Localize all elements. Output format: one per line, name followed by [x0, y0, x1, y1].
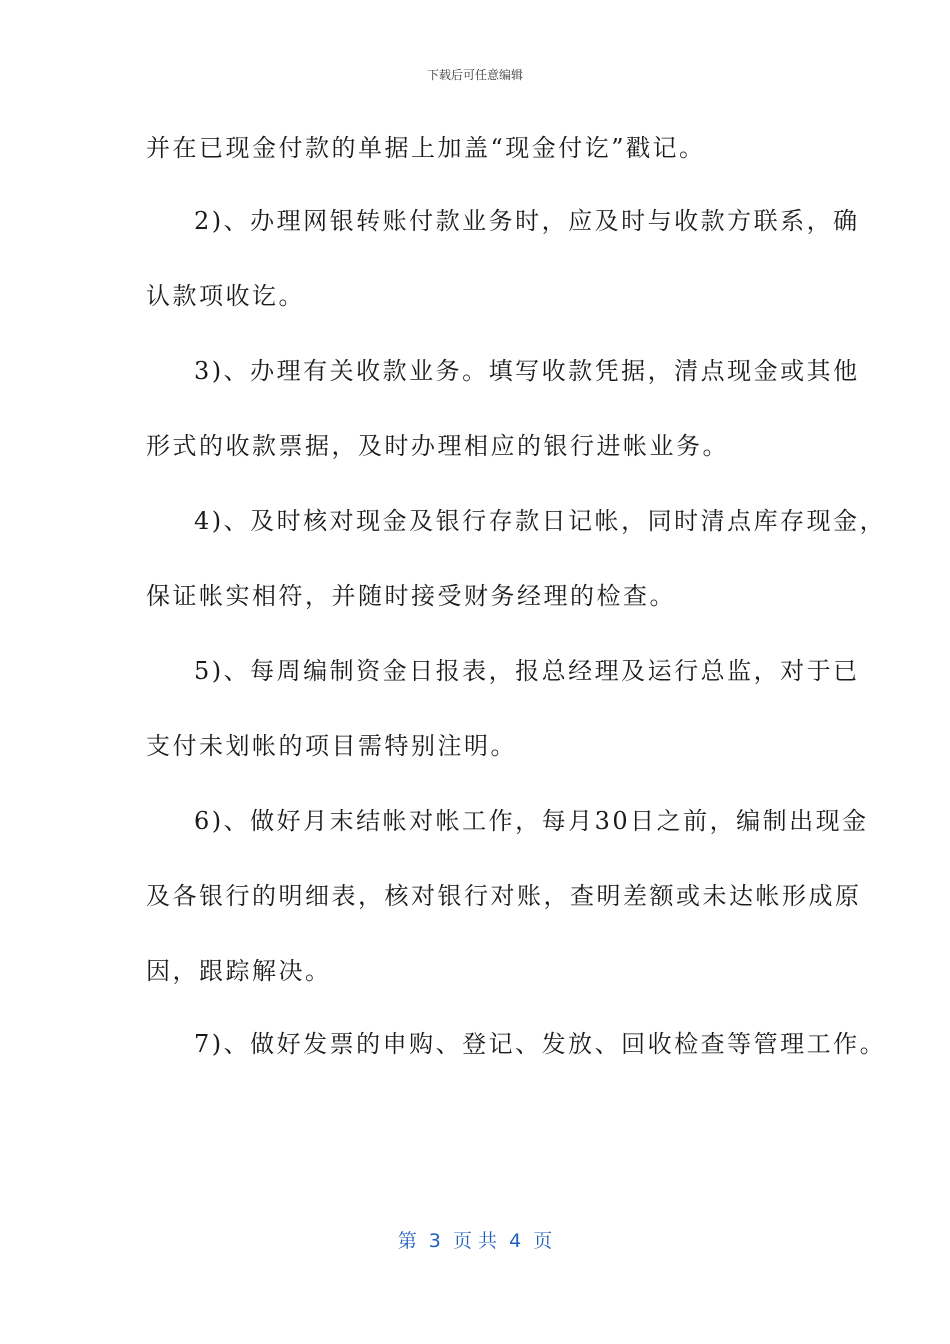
body-line: 形式的收款票据，及时办理相应的银行进帐业务。 — [146, 432, 729, 460]
body-line: 并在已现金付款的单据上加盖“现金付讫”戳记。 — [146, 134, 706, 162]
body-line: 支付未划帐的项目需特别注明。 — [146, 732, 517, 760]
body-line: 及各银行的明细表，核对银行对账，查明差额或未达帐形成原 — [146, 882, 862, 910]
body-line: 3)、办理有关收款业务。填写收款凭据，清点现金或其他 — [194, 357, 860, 385]
body-line: 7)、做好发票的申购、登记、发放、回收检查等管理工作。 — [194, 1030, 887, 1058]
body-line: 因，跟踪解决。 — [146, 957, 332, 985]
page-header: 下载后可任意编辑 — [426, 68, 523, 82]
body-line: 认款项收讫。 — [146, 282, 305, 310]
body-line: 6)、做好月末结帐对帐工作，每月30日之前，编制出现金 — [194, 807, 869, 835]
body-line: 2)、办理网银转账付款业务时，应及时与收款方联系，确 — [194, 207, 860, 235]
page-number-footer: 第 3 页 共 4 页 — [397, 1230, 553, 1252]
body-line: 4)、及时核对现金及银行存款日记帐，同时清点库存现金， — [194, 507, 887, 535]
body-line: 保证帐实相符，并随时接受财务经理的检查。 — [146, 582, 676, 610]
body-line: 5)、每周编制资金日报表，报总经理及运行总监，对于已 — [194, 657, 860, 685]
